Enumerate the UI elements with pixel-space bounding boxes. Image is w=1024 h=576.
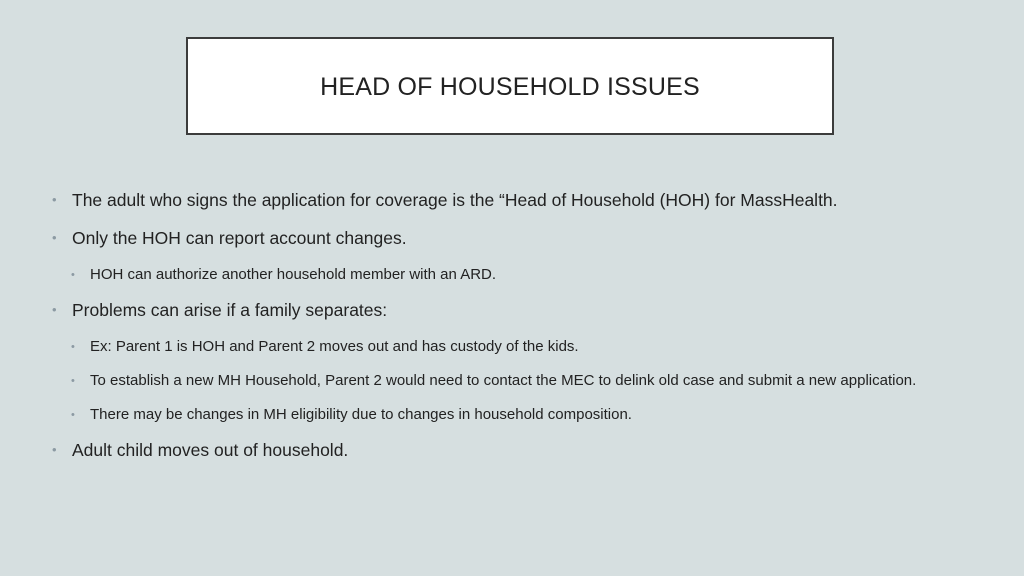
bullet-point-icon: •: [52, 302, 57, 317]
sub-bullet-item: [71, 336, 972, 358]
sub-bullet-item: [71, 264, 972, 286]
sub-bullet-point-icon: •: [71, 375, 75, 387]
bullet-item: [52, 298, 972, 322]
bullet-item: [52, 226, 972, 250]
bullet-text: Adult child moves out of household.: [72, 440, 349, 460]
sub-bullet-text: To establish a new MH Household, Parent 2 would need to contact the MEC to delink old case and submit a new application.: [90, 372, 917, 389]
sub-bullet-text: HOH can authorize another household member with an ARD.: [90, 266, 497, 283]
bullet-point-icon: •: [52, 230, 57, 245]
bullet-text: The adult who signs the application for coverage is the “Head of Household (HOH) for MassHealth.: [72, 190, 838, 210]
bullet-list: [52, 188, 972, 476]
sub-bullet-item: [71, 404, 972, 426]
bullet-text: Problems can arise if a family separates:: [72, 300, 388, 320]
bullet-text: Only the HOH can report account changes.: [72, 228, 407, 248]
sub-bullet-text: Ex: Parent 1 is HOH and Parent 2 moves out and has custody of the kids.: [90, 338, 579, 355]
sub-bullet-item: [71, 370, 972, 392]
bullet-item: [52, 438, 972, 462]
bullet-point-icon: •: [52, 192, 57, 207]
slide-title-box: [186, 37, 834, 135]
bullet-point-icon: •: [52, 442, 57, 457]
sub-bullet-text: There may be changes in MH eligibility due to changes in household composition.: [90, 406, 632, 423]
sub-bullet-point-icon: •: [71, 409, 75, 421]
bullet-item: [52, 188, 972, 212]
sub-bullet-point-icon: •: [71, 269, 75, 281]
sub-bullet-point-icon: •: [71, 341, 75, 353]
slide-title: HEAD OF HOUSEHOLD ISSUES: [320, 72, 700, 101]
